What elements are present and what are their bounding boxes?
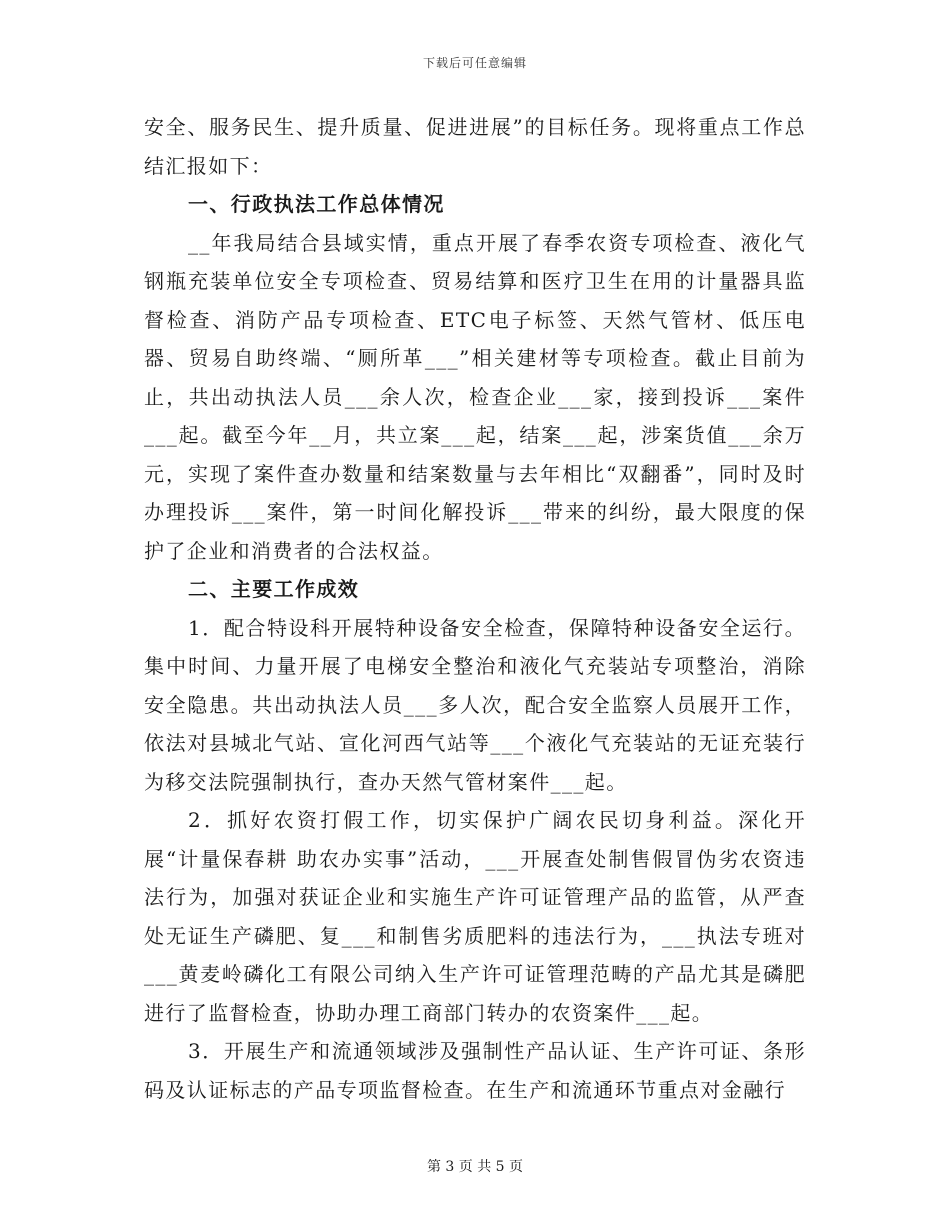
paragraph-continuation: 安全、服务民生、提升质量、促进进展”的目标任务。现将重点工作总结汇报如下： [144,115,806,178]
paragraph-enforcement-overview: __年我局结合县域实情，重点开展了春季农资专项检查、液化气钢瓶充装单位安全专项检查、贸易结算和医疗卫生在用的计量器具监督检查、消防产品专项检查、ETC电子标签、天然气管材、低压电器、贸易自助终端、“厕所革___”相关建材等专项检查。截止目前为止，共出动执法人员___余人次，检查企业___家，接到投诉___案件___起。截至今年__月，共立案___起，结案___起，涉案货值___余万元，实现了案件查办数量和结案数量与去年相比“双翻番”，同时及时办理投诉___案件，第一时间化解投诉___带来的纠纷，最大限度的保护了企业和消费者的合法权益。 [144,230,806,563]
page-header: 下载后可任意编辑 [422,56,527,70]
document-body [144,108,806,1109]
paragraph-item-1: 1．配合特设科开展特种设备安全检查，保障特种设备安全运行。集中时间、力量开展了电梯安全整治和液化气充装站专项整治，消除安全隐患。共出动执法人员___多人次，配合安全监察人员展开工作，依法对县城北气站、宣化河西气站等___个液化气充装站的无证充装行为移交法院强制执行，查办天然气管材案件___起。 [144,615,806,794]
paragraph-item-3: 3．开展生产和流通领域涉及强制性产品认证、生产许可证、条形码及认证标志的产品专项监督检查。在生产和流通环节重点对金融行 [144,1039,806,1102]
paragraph-item-2: 2．抓好农资打假工作，切实保护广阔农民切身利益。深化开展“计量保春耕 助农办实事”活动，___开展查处制售假冒伪劣农资违法行为，加强对获证企业和实施生产许可证管理产品的监管，从严查处无证生产磷肥、复___和制售劣质肥料的违法行为，___执法专班对___黄麦岭磷化工有限公司纳入生产许可证管理范畴的产品尤其是磷肥进行了监督检查，协助办理工商部门转办的农资案件___起。 [144,808,806,1025]
page-number: 第 3 页 共 5 页 [426,1159,524,1175]
section-heading-2: 二、主要工作成效 [188,577,360,601]
section-heading-1: 一、行政执法工作总体情况 [188,192,445,216]
